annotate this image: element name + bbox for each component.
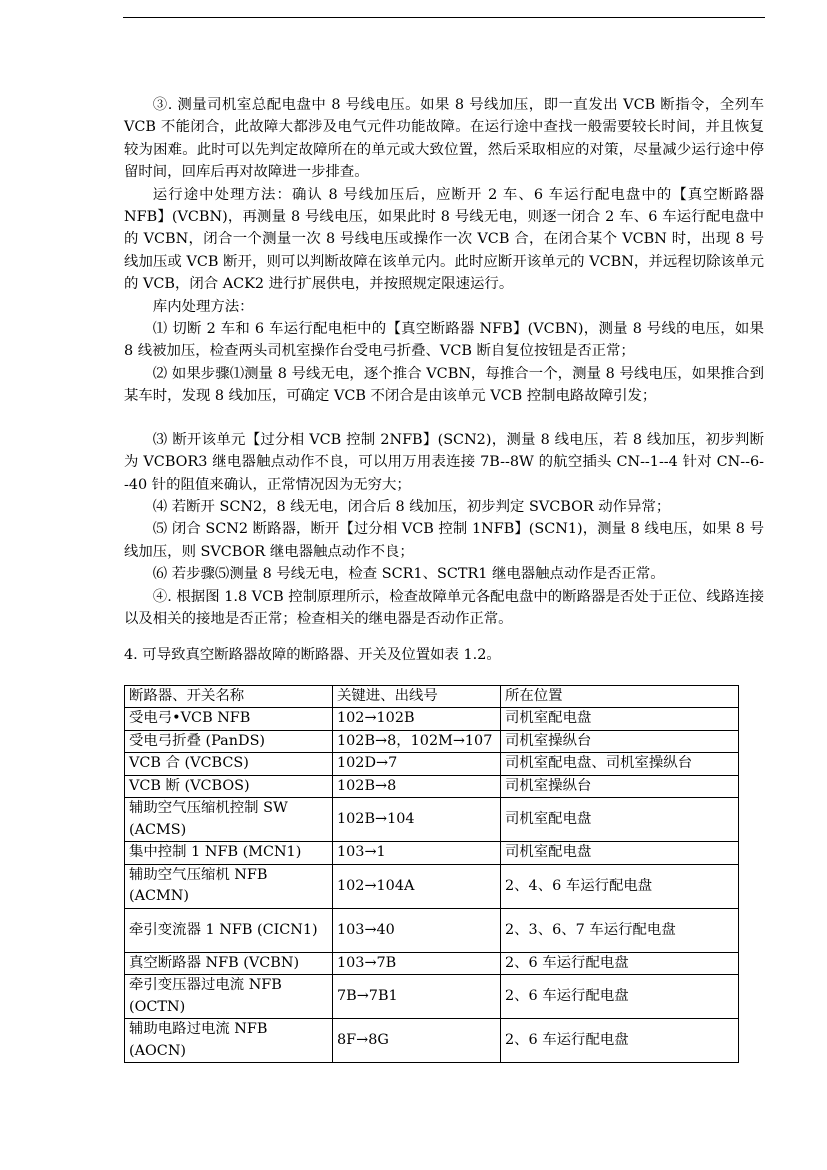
cell-wires: 102→104A bbox=[333, 864, 501, 908]
table-row bbox=[125, 842, 739, 865]
cell-name: 集中控制 1 NFB (MCN1) bbox=[125, 842, 333, 865]
paragraph-depot-handling-heading: 库内处理方法： bbox=[152, 298, 254, 315]
cell-location: 司机室配电盘 bbox=[501, 708, 739, 731]
cell-location: 2、6 车运行配电盘 bbox=[501, 1019, 739, 1063]
cell-location: 2、4、6 车运行配电盘 bbox=[501, 864, 739, 908]
cell-name: 辅助空气压缩机 NFB (ACMN) bbox=[125, 864, 333, 908]
paragraph-step-6: ⑹ 若步骤⑸测量 8 号线无电，检查 SCR1、SCTR1 继电器触点动作是否正常。 bbox=[152, 566, 665, 583]
cell-location: 司机室配电盘、司机室操纵台 bbox=[501, 753, 739, 776]
cell-wires: 7B→7B1 bbox=[333, 975, 501, 1019]
cell-location: 司机室配电盘 bbox=[501, 798, 739, 842]
paragraph-step-3: ⑶ 断开该单元【过分相 VCB 控制 2NFB】(SCN2)，测量 8 线电压，若 8 线加压，初步判断为 VCBOR3 继电器触点动作不良，可以用万用表连接 7B--8W 的航空插头 CN--1--4 针对 CN--6--40 针的阻值来确认，正常情况因为无穷大； bbox=[124, 431, 764, 493]
header-rule bbox=[123, 17, 765, 18]
header-cell-location: 所在位置 bbox=[501, 685, 739, 708]
table-row bbox=[125, 730, 739, 753]
paragraph-step-5: ⑸ 闭合 SCN2 断路器，断开【过分相 VCB 控制 1NFB】(SCN1)，测量 8 线电压，如果 8 号线加压，则 SVCBOR 继电器触点动作不良； bbox=[124, 521, 764, 560]
cell-wires: 103→7B bbox=[333, 952, 501, 975]
cell-location: 司机室操纵台 bbox=[501, 775, 739, 798]
paragraph-step-2: ⑵ 如果步骤⑴测量 8 号线无电，逐个推合 VCBN，每推合一个，测量 8 号线电压，如果推合到某车时，发现 8 线加压，可确定 VCB 不闭合是由该单元 VCB 控制电路故障引发； bbox=[124, 365, 764, 405]
header-cell-name: 断路器、开关名称 bbox=[125, 685, 333, 708]
cell-name: 真空断路器 NFB (VCBN) bbox=[125, 952, 333, 975]
table-row bbox=[125, 1019, 739, 1063]
table-row bbox=[125, 864, 739, 908]
cell-name: 牵引变流器 1 NFB (CICN1) bbox=[125, 908, 333, 952]
paragraph-step-1: ⑴ 切断 2 车和 6 车运行配电柜中的【真空断路器 NFB】(VCBN)，测量 8 号线的电压，如果 8 线被加压，检查两头司机室操作台受电弓折叠、VCB 断自复位按钮是否正常； bbox=[124, 321, 764, 360]
cell-name: 牵引变压器过电流 NFB (OCTN) bbox=[125, 975, 333, 1019]
table-header-row bbox=[125, 685, 739, 708]
cell-name: VCB 合 (VCBCS) bbox=[125, 753, 333, 776]
cell-name: 受电弓折叠 (PanDS) bbox=[125, 730, 333, 753]
cell-wires: 102→102B bbox=[333, 708, 501, 731]
table-row bbox=[125, 908, 739, 952]
cell-location: 司机室操纵台 bbox=[501, 730, 739, 753]
table-row bbox=[125, 775, 739, 798]
cell-location: 2、6 车运行配电盘 bbox=[501, 952, 739, 975]
cell-wires: 103→1 bbox=[333, 842, 501, 865]
table-row bbox=[125, 952, 739, 975]
cell-name: 受电弓•VCB NFB bbox=[125, 708, 333, 731]
cell-location: 司机室配电盘 bbox=[501, 842, 739, 865]
table-row bbox=[125, 708, 739, 731]
cell-wires: 102B→8 bbox=[333, 775, 501, 798]
cell-location: 2、6 车运行配电盘 bbox=[501, 975, 739, 1019]
cell-wires: 102D→7 bbox=[333, 753, 501, 776]
cell-wires: 8F→8G bbox=[333, 1019, 501, 1063]
cell-name: 辅助空气压缩机控制 SW (ACMS) bbox=[125, 798, 333, 842]
cell-name: 辅助电路过电流 NFB (AOCN) bbox=[125, 1019, 333, 1063]
cell-name: VCB 断 (VCBOS) bbox=[125, 775, 333, 798]
blank-line bbox=[124, 408, 764, 429]
cell-wires: 102B→104 bbox=[333, 798, 501, 842]
paragraph-8-line-voltage: ③. 测量司机室总配电盘中 8 号线电压。如果 8 号线加压，即一直发出 VCB 断指令，全列车 VCB 不能闭合，此故障大都涉及电气元件功能故障。在运行途中查找一般需要较长时间，并且恢复较为困难。此时可以先判定故障所在的单元或大致位置，然后采取相应的对策，尽量减少运行途中停留时间，回库后再对故障进一步排查。 bbox=[124, 97, 764, 181]
breaker-table bbox=[124, 685, 739, 1064]
paragraph-step-4: ⑷ 若断开 SCN2，8 线无电，闭合后 8 线加压，初步判定 SVCBOR 动作异常； bbox=[152, 498, 671, 515]
header-cell-wires: 关键进、出线号 bbox=[333, 685, 501, 708]
paragraph-check-breakers: ④. 根据图 1.8 VCB 控制原理所示，检查故障单元各配电盘中的断路器是否处于正位、线路连接以及相关的接地是否正常；检查相关的继电器是否动作正常。 bbox=[124, 588, 764, 627]
cell-wires: 102B→8，102M→107 bbox=[333, 730, 501, 753]
table-row bbox=[125, 753, 739, 776]
document-body bbox=[124, 94, 764, 1063]
paragraph-en-route-handling: 运行途中处理方法：确认 8 号线加压后，应断开 2 车、6 车运行配电盘中的【真空断路器 NFB】(VCBN)，再测量 8 号线电压，如果此时 8 号线无电，则逐一闭合 2 车、6 车运行配电盘中的 VCBN，闭合一个测量一次 8 号线电压或操作一次 VCB 合，在闭合某个 VCBN 时，出现 8 号线加压或 VCB 断开，则可以判断故障在该单元内。此时应断开该单元的 VCBN，并远程切除该单元的 VCB，闭合 ACK2 进行扩展供电，并按照规定限速运行。 bbox=[124, 186, 764, 293]
cell-location: 2、3、6、7 车运行配电盘 bbox=[501, 908, 739, 952]
table-row bbox=[125, 798, 739, 842]
cell-wires: 103→40 bbox=[333, 908, 501, 952]
table-row bbox=[125, 975, 739, 1019]
table-caption: 4. 可导致真空断路器故障的断路器、开关及位置如表 1.2。 bbox=[124, 647, 501, 664]
